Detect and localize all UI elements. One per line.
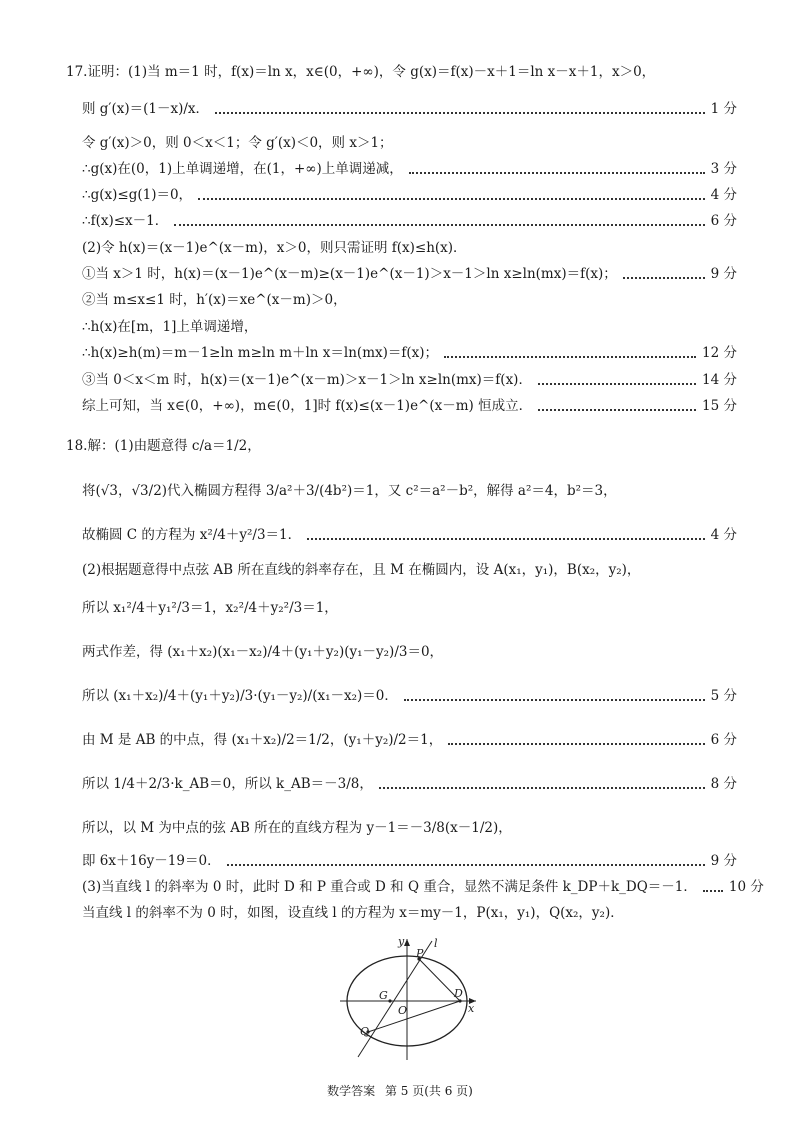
line-3: 令 g′(x)＞0，则 0＜x＜1；令 g′(x)＜0，则 x＞1；	[82, 135, 393, 152]
segment-QD	[368, 1001, 460, 1032]
score-label: 4 分	[710, 527, 737, 544]
leader-dots	[538, 409, 696, 411]
line-10: ∴h(x)在[m，1]上单调递增，	[82, 319, 258, 336]
line-6: ∴f(x)≤x－1． 6 分	[82, 213, 737, 230]
line-13: 综上可知，当 x∈(0，+∞)，m∈(0，1]时 f(x)≤(x－1)e^(x－m) 恒成立． 15 分	[82, 398, 737, 415]
leader-dots	[623, 277, 705, 279]
line-19: 两式作差，得 (x₁＋x₂)(x₁－x₂)/4＋(y₁＋y₂)(y₁－y₂)/3＝0，	[82, 644, 444, 661]
leader-dots	[444, 356, 696, 358]
line-17: (2)根据题意得中点弦 AB 所在直线的斜率存在，且 M 在椭圆内，设 A(x₁，y₁)，B(x₂，y₂)，	[82, 562, 641, 579]
line-7: (2)令 h(x)＝(x－1)e^(x－m)，x＞0，则只需证明 f(x)≤h(x)．	[82, 240, 467, 257]
score-label: 12 分	[702, 345, 737, 362]
score-label: 14 分	[702, 372, 737, 389]
line-12: ③当 0＜x＜m 时，h(x)＝(x－1)e^(x－m)＞x－1＞ln x≥ln(mx)＝f(x)． 14 分	[82, 372, 737, 389]
score-label: 6 分	[710, 213, 737, 230]
line-8: ①当 x＞1 时，h(x)＝(x－1)e^(x－m)≥(x－1)e^(x－1)＞x－1＞ln x≥ln(mx)＝f(x)； 9 分	[82, 266, 737, 283]
line-14: 18.解：(1)由题意得 c/a＝1/2，	[66, 438, 261, 455]
leader-dots	[538, 383, 696, 385]
score-label: 9 分	[710, 266, 737, 283]
point-G	[388, 999, 391, 1002]
line-2: 则 g′(x)＝(1－x)/x． 1 分	[82, 101, 737, 118]
score-label: 1 分	[710, 101, 737, 118]
line-18: 所以 x₁²/4＋y₁²/3＝1，x₂²/4＋y₂²/3＝1，	[82, 600, 338, 617]
score-label: 9 分	[710, 853, 737, 870]
leader-dots	[227, 864, 705, 866]
score-label: 8 分	[710, 776, 737, 793]
line-23: 所以，以 M 为中点的弦 AB 所在的直线方程为 y－1＝－3/8(x－1/2)，	[82, 820, 512, 837]
label-O: O	[398, 1004, 408, 1017]
score-label: 10 分	[728, 879, 764, 896]
leader-dots	[379, 787, 705, 789]
label-l: l	[434, 937, 438, 950]
score-label: 5 分	[710, 688, 737, 705]
leader-dots	[215, 112, 705, 114]
line-20: 所以 (x₁＋x₂)/4＋(y₁＋y₂)/3·(y₁－y₂)/(x₁－x₂)＝0． 5 分	[82, 688, 737, 705]
leader-dots	[198, 198, 705, 200]
line-9: ②当 m≤x≤1 时，h′(x)＝xe^(x－m)＞0，	[82, 292, 347, 309]
leader-dots	[448, 743, 704, 745]
line-1: 17.证明：(1)当 m＝1 时，f(x)＝ln x，x∈(0，+∞)，令 g(x)＝f(x)－x＋1＝ln x－x＋1，x＞0，	[66, 64, 656, 81]
score-label: 6 分	[710, 732, 737, 749]
label-G: G	[379, 989, 388, 1002]
line-22: 所以 1/4＋2/3·k_AB＝0，所以 k_AB＝－3/8， 8 分	[82, 776, 737, 793]
leader-dots	[174, 224, 704, 226]
score-label: 4 分	[710, 187, 737, 204]
label-D: D	[454, 987, 463, 1000]
label-Q: Q	[360, 1025, 370, 1038]
line-5: ∴g(x)≤g(1)＝0， 4 分	[82, 187, 737, 204]
label-P: P	[416, 947, 424, 960]
line-21: 由 M 是 AB 的中点，得 (x₁＋x₂)/2＝1/2，(y₁＋y₂)/2＝1， 6 分	[82, 732, 737, 749]
score-label: 15 分	[702, 398, 737, 415]
line-16: 故椭圆 C 的方程为 x²/4＋y²/3＝1． 4 分	[82, 527, 737, 544]
footer-page-number: 第 5 页(共 6 页)	[384, 1084, 473, 1098]
leader-dots	[404, 699, 705, 701]
ellipse-diagram	[330, 935, 480, 1065]
label-y: y	[398, 935, 405, 948]
line-25: (3)当直线 l 的斜率为 0 时，此时 D 和 P 重合或 D 和 Q 重合，显然不满足条件 k_DP＋k_DQ＝－1． 10 分	[82, 879, 764, 896]
label-x: x	[468, 1002, 475, 1015]
score-label: 3 分	[710, 161, 737, 178]
y-axis-arrow	[404, 939, 410, 946]
line-26: 当直线 l 的斜率不为 0 时，如图，设直线 l 的方程为 x＝my－1，P(x₁，y₁)，Q(x₂，y₂)．	[82, 905, 624, 922]
leader-dots	[409, 172, 705, 174]
line-4: ∴g(x)在(0，1)上单调递增，在(1，+∞)上单调递减， 3 分	[82, 161, 737, 178]
leader-dots	[703, 890, 723, 892]
line-24: 即 6x＋16y－19＝0． 9 分	[82, 853, 737, 870]
footer-subject: 数学答案	[327, 1084, 376, 1098]
page-footer	[0, 1082, 800, 1099]
line-11: ∴h(x)≥h(m)＝m－1≥ln m≥ln m＋ln x＝ln(mx)＝f(x)； 12 分	[82, 345, 737, 362]
leader-dots	[307, 538, 704, 540]
line-15: 将(√3，√3/2)代入椭圆方程得 3/a²＋3/(4b²)＝1，又 c²＝a²－b²，解得 a²＝4，b²＝3，	[82, 483, 617, 500]
